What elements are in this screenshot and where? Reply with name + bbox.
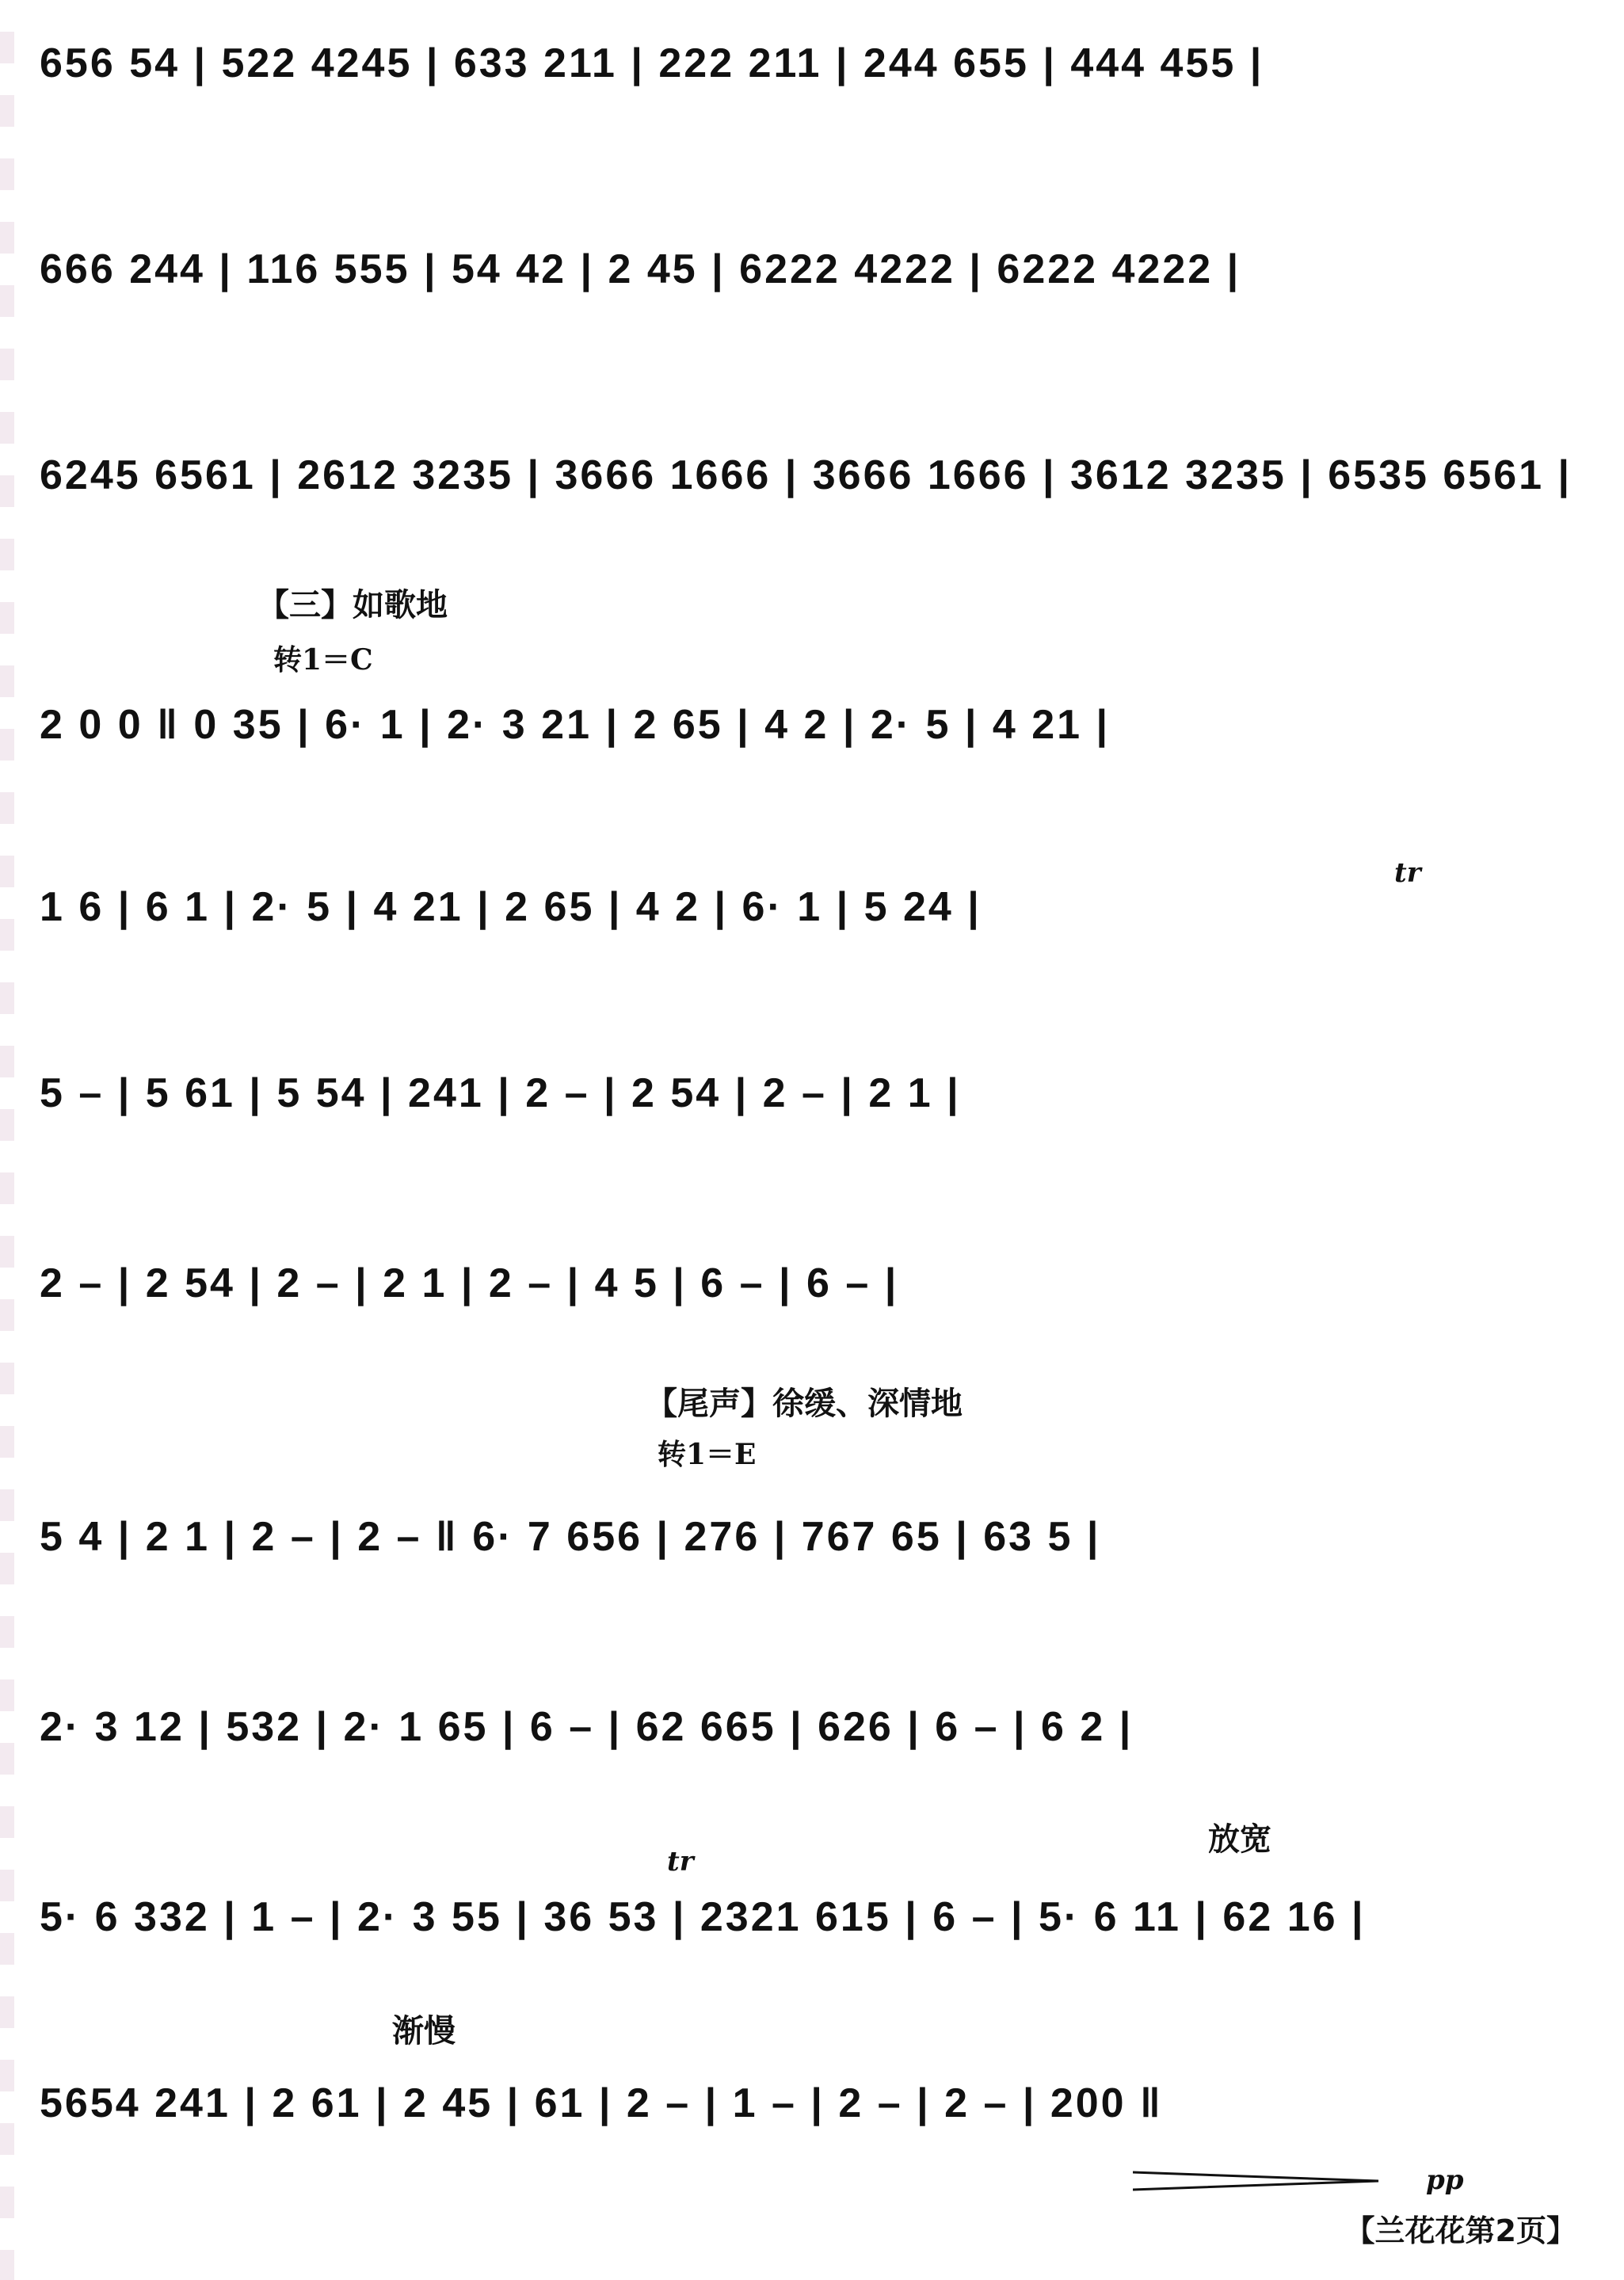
score-row-11 [40, 2056, 1592, 2175]
tempo-mark-ritardando: 渐慢 [392, 2013, 456, 2049]
row-notes: 666 244 | 116 555 | 54 42 | 2 45 | 6222 4222 | 6222 4222 | [40, 246, 1241, 292]
section-title-coda: 【尾声】徐缓、深情地 [646, 1386, 963, 1422]
page-footer: 【兰花花第2页】 [1344, 2213, 1576, 2248]
dynamic-pp: pp [1426, 2164, 1464, 2196]
row-notes: 5 – | 5 61 | 5 54 | 241 | 2 – | 2 54 | 2 – | 2 1 | [40, 1070, 961, 1116]
score-row-4 [40, 677, 1592, 796]
score-row-9 [40, 1679, 1592, 1798]
score-row-2 [40, 222, 1592, 341]
key-change-c: 转1＝C [273, 643, 373, 677]
row-notes: 2 0 0 ‖ 0 35 | 6· 1 | 2· 3 21 | 2 65 | 4 2 | 2· 5 | 4 21 | [40, 702, 1111, 748]
score-row-7 [40, 1236, 1592, 1355]
key-change-e: 转1＝E [658, 1438, 757, 1471]
score-row-3 [40, 428, 1592, 547]
section-title-3: 【三】如歌地 [257, 587, 448, 623]
score-row-5 [40, 860, 1592, 978]
decrescendo-hairpin [1133, 2169, 1386, 2193]
row-notes: 2 – | 2 54 | 2 – | 2 1 | 2 – | 4 5 | 6 – | 6 – | [40, 1260, 899, 1306]
row-notes: 5 4 | 2 1 | 2 – | 2 – ‖ 6· 7 656 | 276 | 767 65 | 63 5 | [40, 1514, 1101, 1560]
score-row-8 [40, 1489, 1592, 1608]
trill-mark: tr [1394, 857, 1421, 889]
score-row-10 [40, 1870, 1592, 1988]
row-notes: 2· 3 12 | 532 | 2· 1 65 | 6 – | 62 665 | 626 | 6 – | 6 2 | [40, 1704, 1134, 1750]
score-row-1 [40, 16, 1592, 135]
row-notes: 5654 241 | 2 61 | 2 45 | 61 | 2 – | 1 – | 2 – | 2 – | 200 ‖ [40, 2080, 1163, 2126]
row-notes: 1 6 | 6 1 | 2· 5 | 4 21 | 2 65 | 4 2 | 6· 1 | 5 24 | [40, 884, 982, 930]
row-notes: 6245 6561 | 2612 3235 | 3666 1666 | 3666 1666 | 3612 3235 | 6535 6561 | [40, 452, 1573, 498]
score-row-6 [40, 1046, 1592, 1165]
row-notes: 5· 6 332 | 1 – | 2· 3 55 | 36 53 | 2321 615 | 6 – | 5· 6 11 | 62 16 | [40, 1894, 1366, 1940]
trill-mark-2: tr [667, 1846, 694, 1878]
row-notes: 656 54 | 522 4245 | 633 211 | 222 211 | 244 655 | 444 455 | [40, 40, 1264, 86]
page-border-pattern [0, 0, 14, 2280]
tempo-mark-broaden: 放宽 [1208, 1821, 1271, 1858]
